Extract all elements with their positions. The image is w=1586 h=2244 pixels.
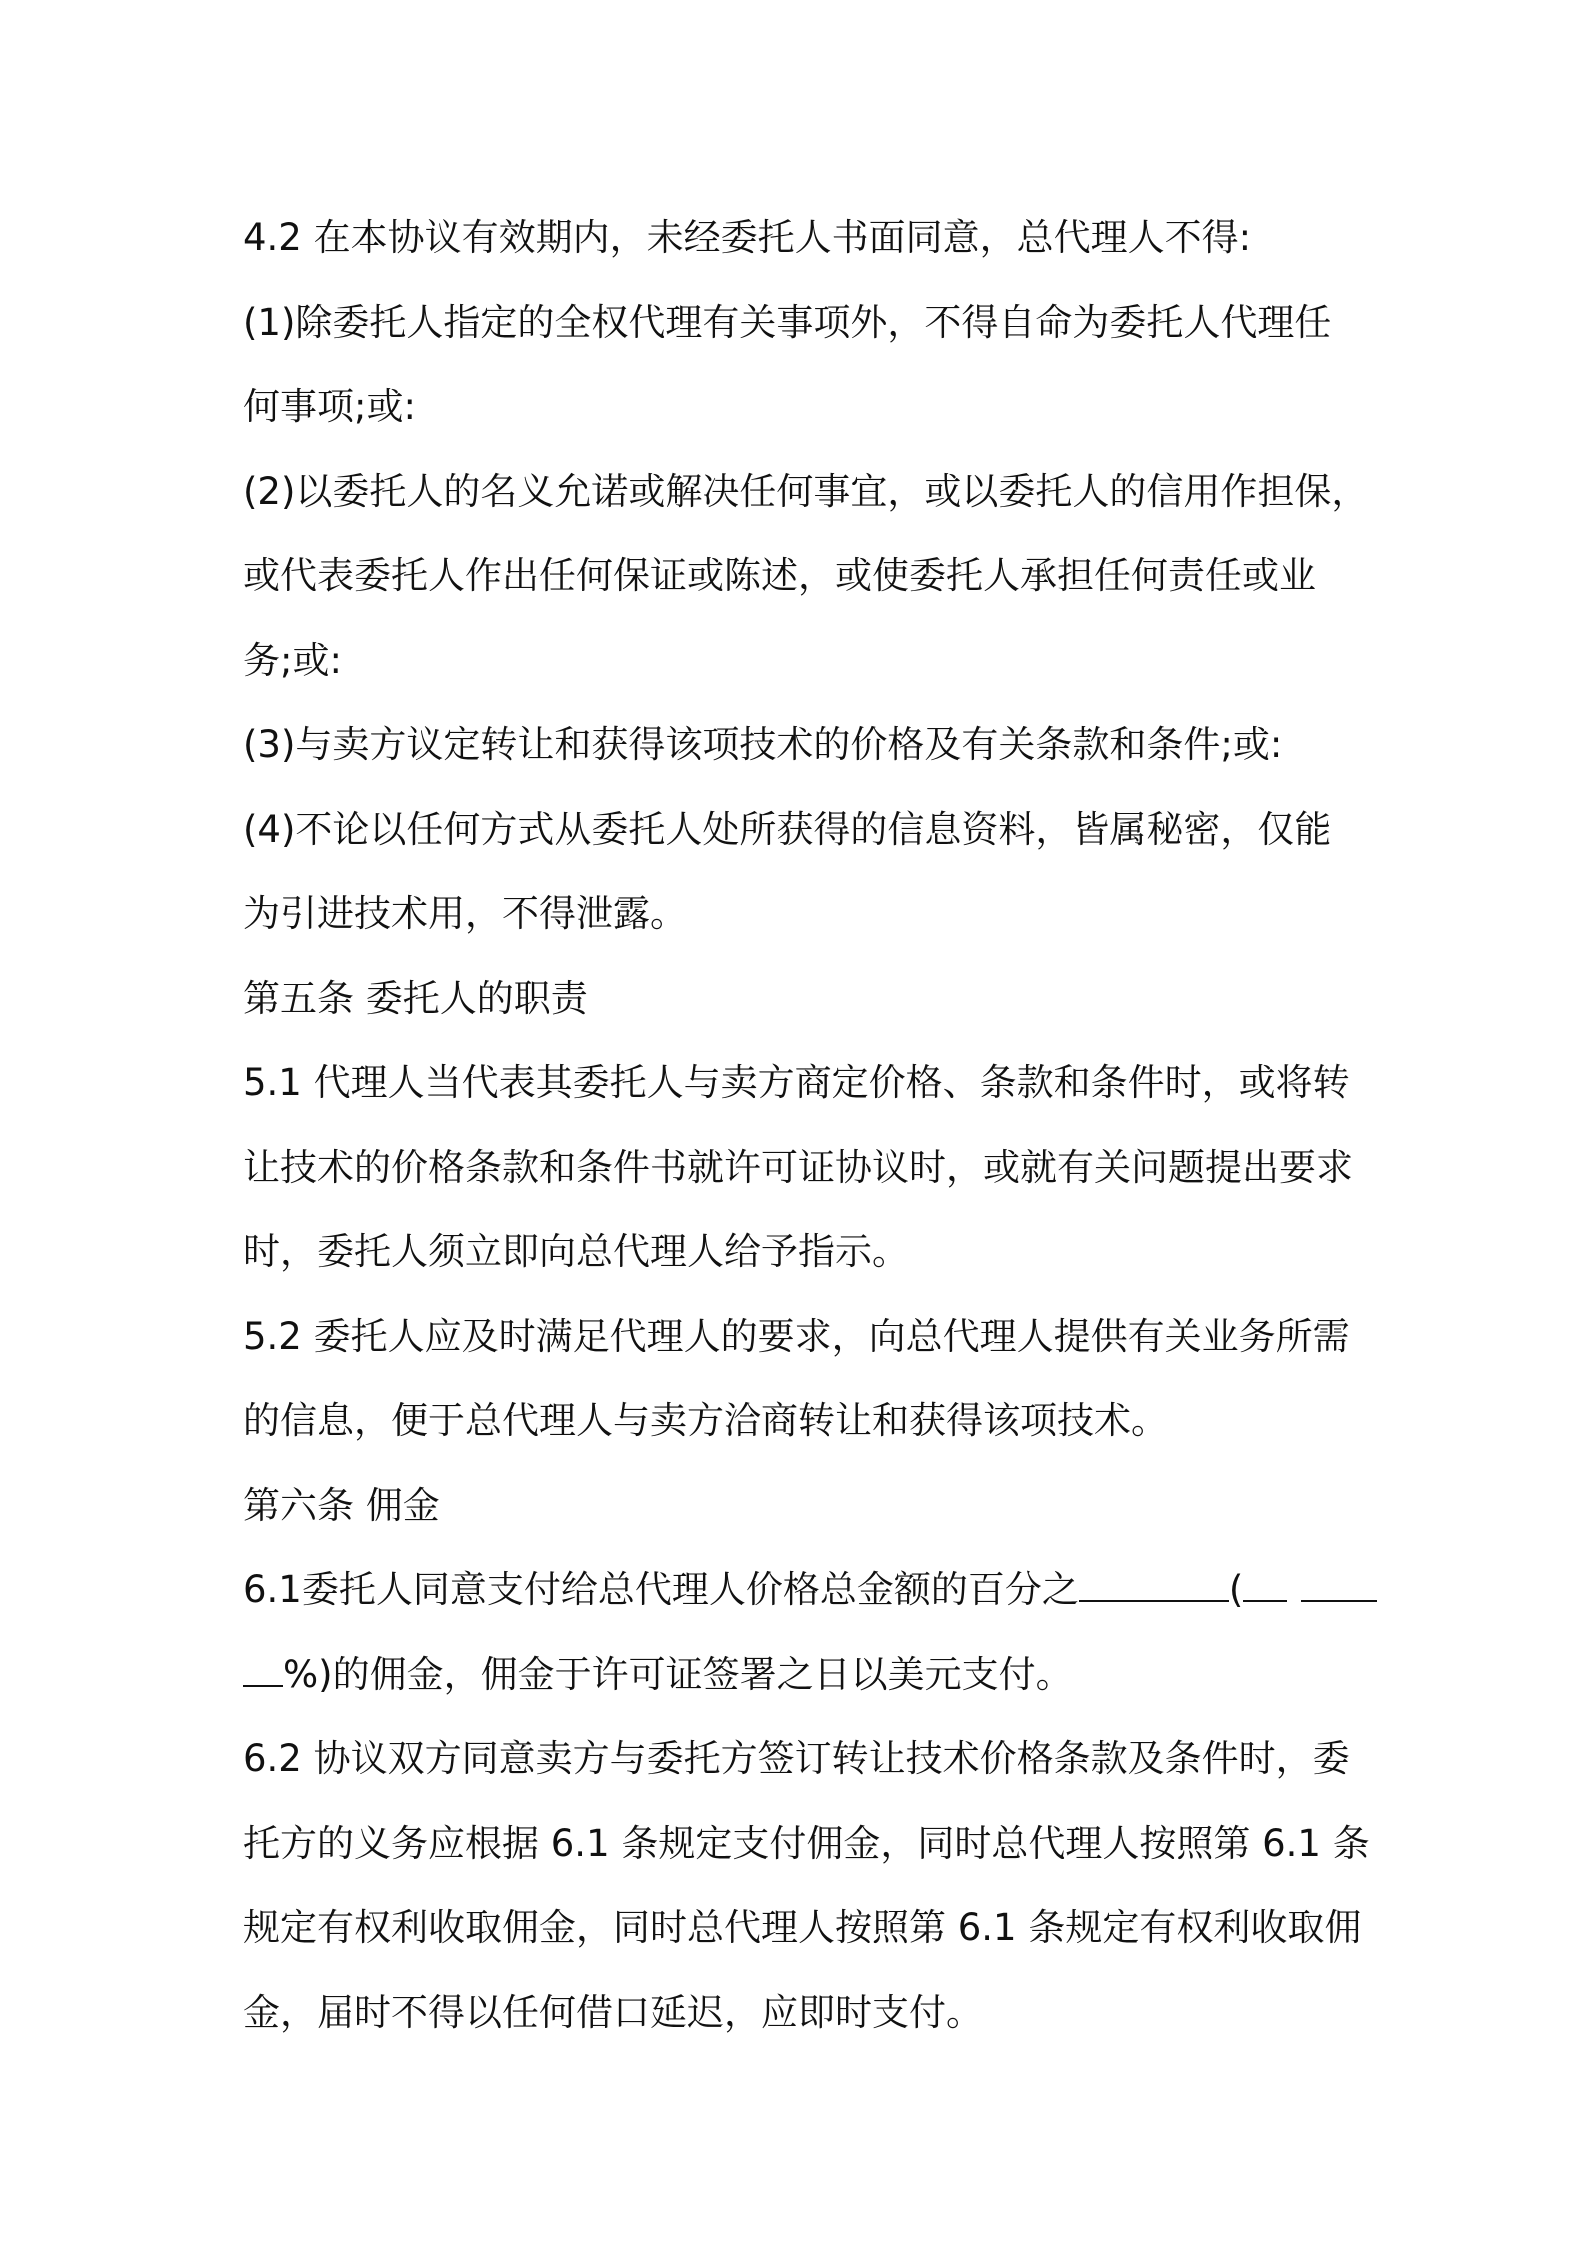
percentage-number-blank	[1243, 1570, 1287, 1602]
clause-4-2-item-2-line-2: 或代表委托人作出任何保证或陈述，或使委托人承担任何责任或业	[243, 554, 1316, 597]
clause-4-2-item-1-line-1: (1)除委托人指定的全权代理有关事项外，不得自命为委托人代理任	[243, 300, 1332, 344]
clause-4-2-item-4-line-1: (4)不论以任何方式从委托人处所获得的信息资料，皆属秘密，仅能	[243, 807, 1332, 851]
percentage-number-blank-3	[243, 1655, 283, 1687]
clause-6-2-line-1: 6.2 协议双方同意卖方与委托方签订转让技术价格条款及条件时，委	[243, 1737, 1350, 1780]
clause-5-1-line-2: 让技术的价格条款和条件书就许可证协议时，或就有关问题提出要求	[243, 1145, 1353, 1189]
clause-5-2-line-2: 的信息，便于总代理人与卖方洽商转让和获得该项技术。	[243, 1399, 1168, 1442]
clause-4-2-item-1-line-2: 何事项;或:	[243, 385, 416, 428]
clause-4-2-item-3-line-1: (3)与卖方议定转让和获得该项技术的价格及有关条款和条件;或:	[243, 723, 1283, 766]
percentage-number-blank-2	[1301, 1570, 1377, 1602]
clause-5-1-line-1: 5.1 代理人当代表其委托人与卖方商定价格、条款和条件时，或将转	[243, 1061, 1350, 1104]
clause-6-2-line-4: 金，届时不得以任何借口延迟，应即时支付。	[243, 1990, 983, 2034]
clause-6-1-text-2: %)的佣金，佣金于许可证签署之日以美元支付。	[283, 1652, 1073, 1696]
clause-4-2-heading: 4.2 在本协议有效期内，未经委托人书面同意，总代理人不得:	[243, 216, 1252, 259]
clause-6-1-line-2	[243, 1633, 1363, 1718]
article-5-title: 第五条 委托人的职责	[243, 976, 588, 1020]
clause-6-1-line-1	[243, 1548, 1363, 1633]
clause-5-1-line-3: 时，委托人须立即向总代理人给予指示。	[243, 1230, 909, 1273]
document-body	[243, 196, 1370, 2055]
clause-4-2-item-4-line-2: 为引进技术用，不得泄露。	[243, 892, 687, 935]
article-6-title: 第六条 佣金	[243, 1483, 440, 1527]
clause-4-2-item-2-line-1: (2)以委托人的名义允诺或解决任何事宜，或以委托人的信用作担保，	[243, 469, 1369, 513]
open-paren: (	[1228, 1568, 1244, 1611]
clause-5-2-line-1: 5.2 委托人应及时满足代理人的要求，向总代理人提供有关业务所需	[243, 1314, 1350, 1358]
clause-6-2-line-2: 托方的义务应根据 6.1 条规定支付佣金，同时总代理人按照第 6.1 条	[243, 1821, 1370, 1865]
clause-4-2-item-2-line-3: 务;或:	[243, 638, 342, 682]
clause-6-1-text: 6.1委托人同意支付给总代理人价格总金额的百分之	[243, 1568, 1079, 1611]
percentage-words-blank	[1079, 1570, 1229, 1602]
clause-6-2-line-3: 规定有权利收取佣金，同时总代理人按照第 6.1 条规定有权利收取佣	[243, 1906, 1362, 1949]
